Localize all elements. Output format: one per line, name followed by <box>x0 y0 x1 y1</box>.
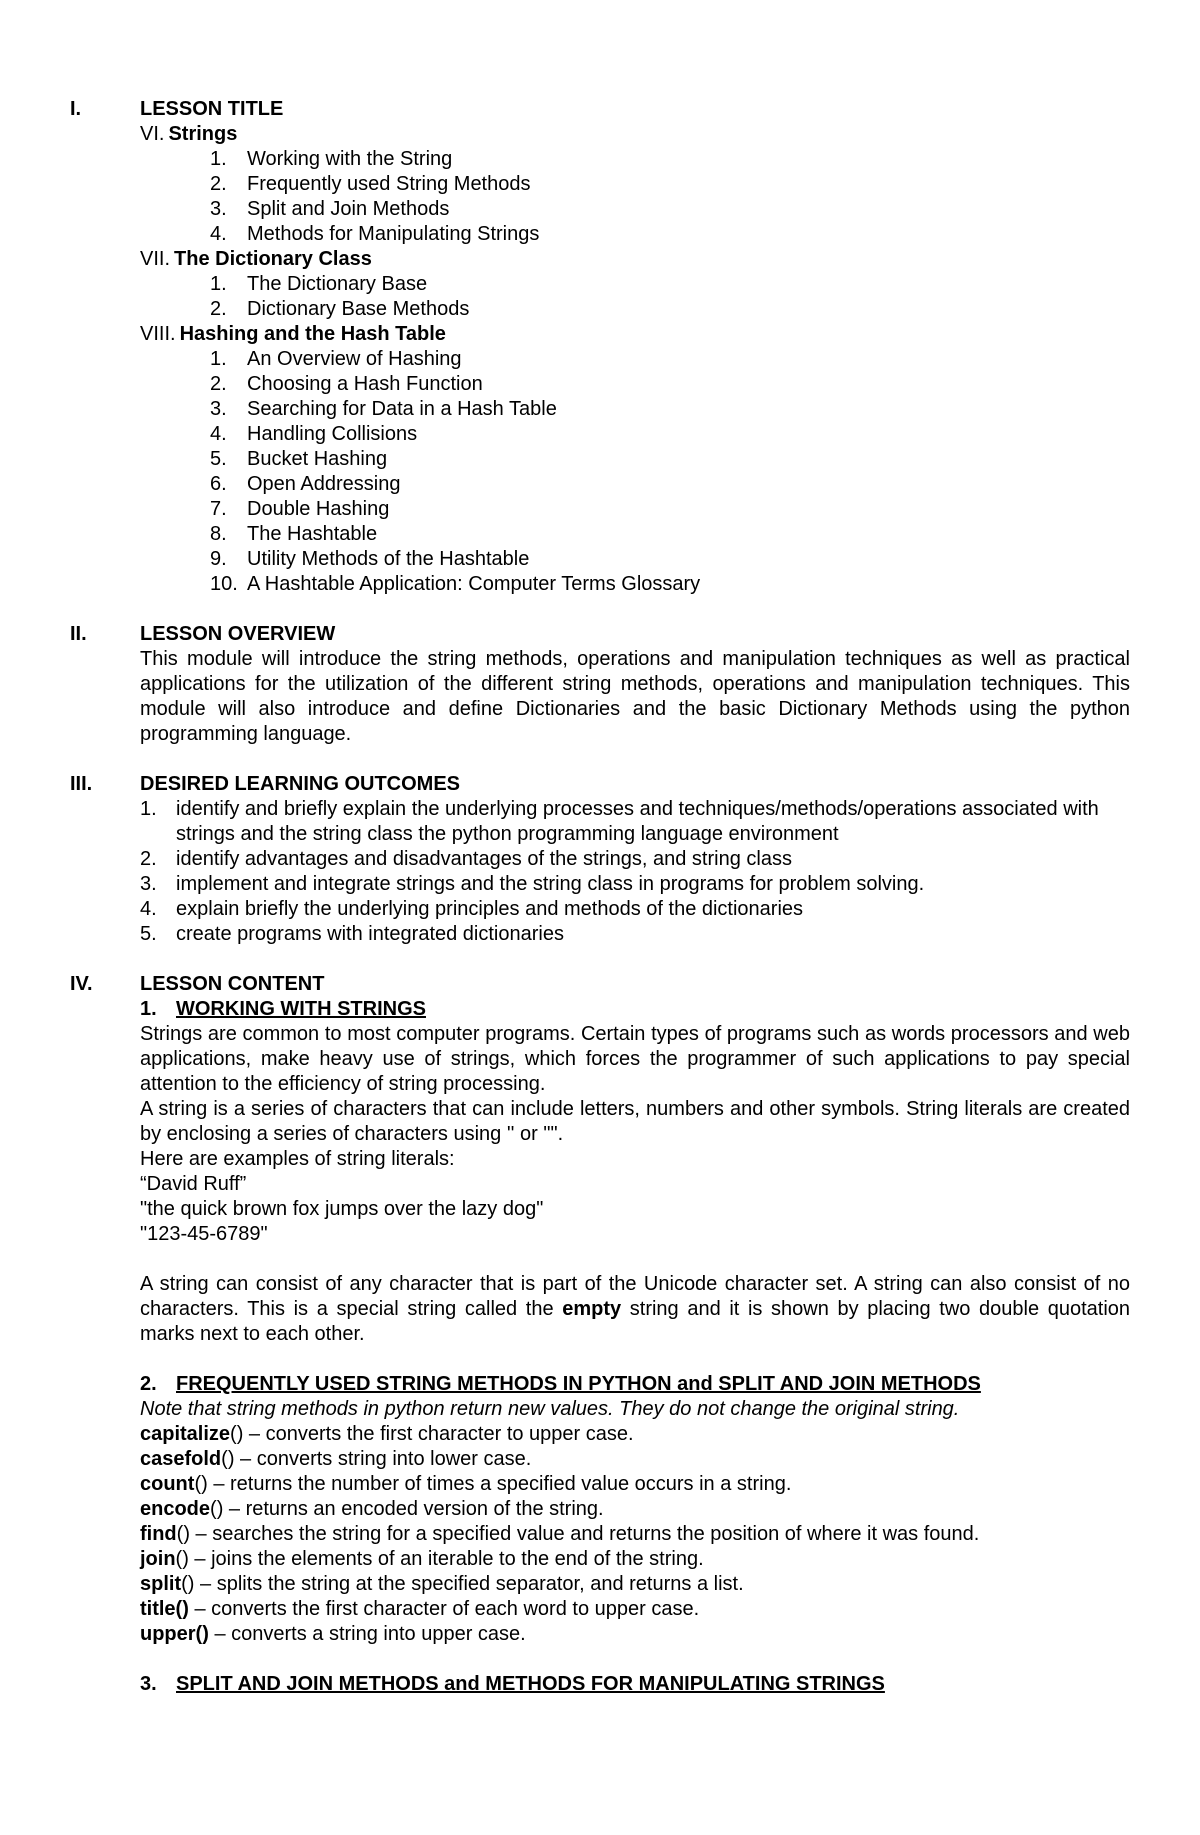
outcome-item: 3. implement and integrate strings and the string class in programs for problem solving. <box>140 873 925 895</box>
method-entry: find() – searches the string for a specified value and returns the position of where it was found. <box>140 1523 980 1545</box>
method-entry: count() – returns the number of times a specified value occurs in a string. <box>140 1473 792 1495</box>
toc-item: 7. Double Hashing <box>210 498 390 520</box>
method-entry: upper() – converts a string into upper case. <box>140 1623 526 1645</box>
toc-item: 9. Utility Methods of the Hashtable <box>210 548 530 570</box>
method-entry: title() – converts the first character of each word to upper case. <box>140 1598 700 1620</box>
section-heading: DESIRED LEARNING OUTCOMES <box>140 773 461 795</box>
toc-item: 1. An Overview of Hashing <box>210 348 462 370</box>
toc-item: 2. Choosing a Hash Function <box>210 373 483 395</box>
content-paragraph: A string can consist of any character that is part of the Unicode character set. A string can also consist of no characters. This is a special string called the empty string and it is shown by placing two double quotation marks next to each other. <box>140 1273 1131 1345</box>
string-literal-example: “David Ruff” <box>140 1173 247 1195</box>
outcome-item: 2. identify advantages and disadvantages of the strings, and string class <box>140 848 792 870</box>
toc-item: 10. A Hashtable Application: Computer Terms Glossary <box>210 573 701 595</box>
section-lesson-title <box>70 97 1130 597</box>
string-literal-example: "the quick brown fox jumps over the lazy dog" <box>140 1198 544 1220</box>
toc-item: 1. The Dictionary Base <box>210 273 428 295</box>
toc-item: 2. Frequently used String Methods <box>210 173 531 195</box>
content-paragraph: A string is a series of characters that can include letters, numbers and other symbols. String literals are created by enclosing a series of characters using '' or "". <box>140 1098 1130 1145</box>
subsection-heading-split-join: 3. SPLIT AND JOIN METHODS and METHODS FOR MANIPULATING STRINGS <box>140 1673 885 1695</box>
toc-list-hashing <box>140 347 1130 597</box>
toc-item: 3. Searching for Data in a Hash Table <box>210 398 557 420</box>
section-numeral: III. <box>70 773 93 795</box>
method-entry: split() – splits the string at the specified separator, and returns a list. <box>140 1573 744 1595</box>
section-numeral: IV. <box>70 973 93 995</box>
toc-item: 6. Open Addressing <box>210 473 401 495</box>
section-lesson-content <box>70 972 1130 1697</box>
toc-item: 4. Handling Collisions <box>210 423 418 445</box>
method-entry: casefold() – converts string into lower case. <box>140 1448 532 1470</box>
toc-item: 3. Split and Join Methods <box>210 198 450 220</box>
section-heading: LESSON OVERVIEW <box>140 623 336 645</box>
toc-item: 4. Methods for Manipulating Strings <box>210 223 540 245</box>
part-heading-dictionary: VII. The Dictionary Class <box>140 248 372 270</box>
method-entry: capitalize() – converts the first character to upper case. <box>140 1423 634 1445</box>
methods-note: Note that string methods in python return new values. They do not change the original string. <box>140 1398 960 1420</box>
toc-item: 2. Dictionary Base Methods <box>210 298 470 320</box>
section-numeral: II. <box>70 623 87 645</box>
section-heading: LESSON CONTENT <box>140 973 325 995</box>
method-entry: join() – joins the elements of an iterable to the end of the string. <box>140 1548 704 1570</box>
section-learning-outcomes <box>70 772 1130 947</box>
string-literal-example: "123-45-6789" <box>140 1223 268 1245</box>
toc-list-strings <box>140 147 1130 247</box>
section-heading: LESSON TITLE <box>140 98 284 120</box>
toc-list-dictionary <box>140 272 1130 322</box>
outcome-item: 4. explain briefly the underlying principles and methods of the dictionaries <box>140 898 804 920</box>
examples-intro: Here are examples of string literals: <box>140 1148 455 1170</box>
toc-item: 8. The Hashtable <box>210 523 378 545</box>
section-lesson-overview <box>70 622 1130 747</box>
part-heading-strings: VI. Strings <box>140 123 238 145</box>
subsection-heading-string-methods: 2. FREQUENTLY USED STRING METHODS IN PYTHON and SPLIT AND JOIN METHODS <box>140 1373 981 1395</box>
outcomes-list <box>140 797 1130 947</box>
content-paragraph: Strings are common to most computer programs. Certain types of programs such as words processors and web applications, make heavy use of strings, which forces the programmer of such applications to pay special attention to the efficiency of string processing. <box>140 1023 1130 1095</box>
outcome-item: 1. identify and briefly explain the underlying processes and techniques/methods/operations associated with strings and the string class the python programming language environment <box>140 798 1099 845</box>
toc-item: 1. Working with the String <box>210 148 453 170</box>
overview-paragraph: This module will introduce the string methods, operations and manipulation techniques as well as practical applications for the utilization of the different string methods, operations and manipulation techniques. This module will also introduce and define Dictionaries and the basic Dictionary Methods using the python programming language. <box>140 648 1130 745</box>
method-entry: encode() – returns an encoded version of the string. <box>140 1498 604 1520</box>
toc-item: 5. Bucket Hashing <box>210 448 388 470</box>
part-heading-hashing: VIII. Hashing and the Hash Table <box>140 323 446 345</box>
section-numeral: I. <box>70 98 82 120</box>
outcome-item: 5. create programs with integrated dictionaries <box>140 923 564 945</box>
subsection-heading-working-with-strings: 1. WORKING WITH STRINGS <box>140 998 426 1020</box>
